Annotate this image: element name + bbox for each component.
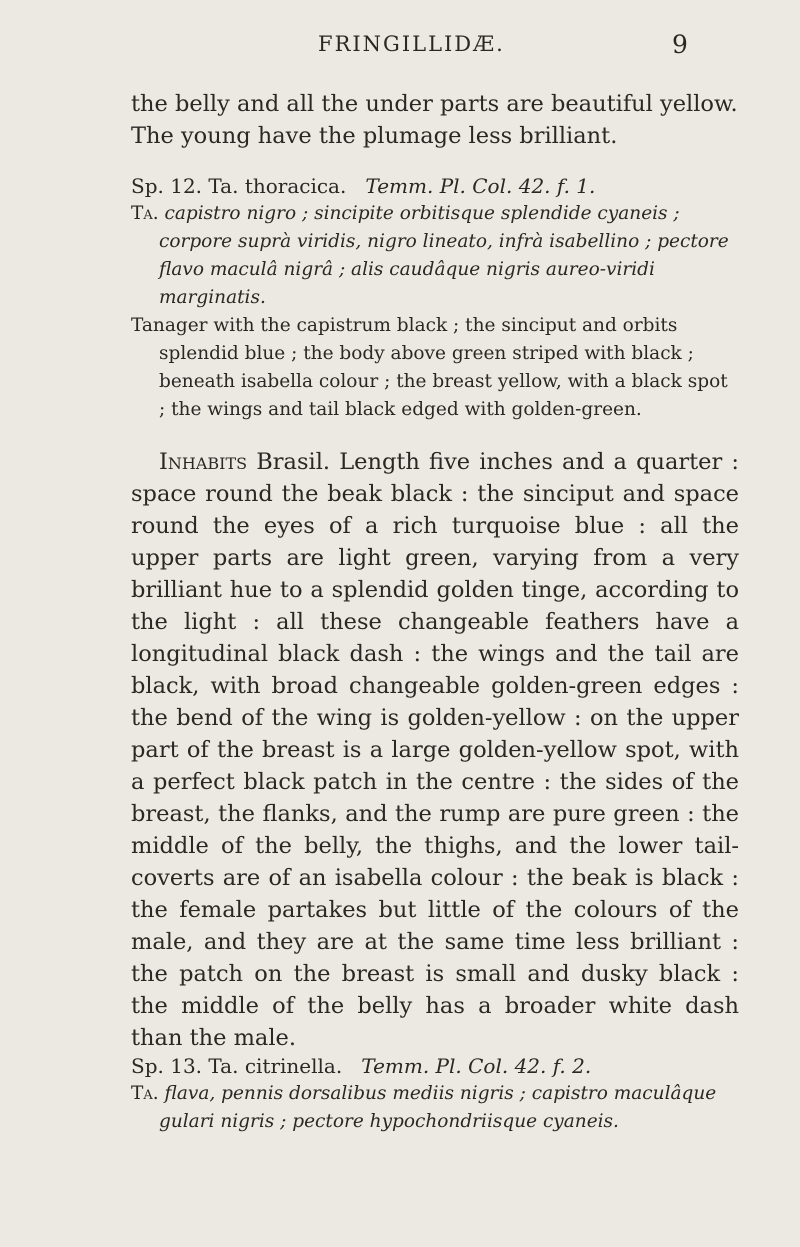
- species-12-english-description: Tanager with the capistrum black ; the sinciput and orbits splendid blue ; the body above green striped with black ; beneath isabella colour ; the breast yellow, with a black spot ; the wings and tail black edged with golden-green.: [131, 315, 728, 420]
- page-number: 9: [672, 30, 688, 59]
- species-13-latin-abbrev: Ta.: [131, 1083, 159, 1104]
- species-13-number: Sp. 13.: [131, 1054, 203, 1078]
- running-title: FRINGILLIDÆ.: [318, 32, 505, 56]
- species-13-name: Ta. citrinella.: [208, 1054, 343, 1078]
- species-12-entry: [131, 172, 739, 1054]
- species-12-latin-text: capistro nigro ; sincipite orbitisque splendide cyaneis ; corpore suprà viridis, nigro lineato, infrà isabellino ; pectore flavo maculâ nigrâ ; alis caudâque nigris aureo-viridi marginatis.: [159, 203, 729, 308]
- species-12-habitat-description: [131, 446, 739, 1054]
- species-12-latin-abbrev: Ta.: [131, 203, 159, 224]
- species-13-heading: [131, 1052, 739, 1080]
- species-13-latin-text: flava, pennis dorsalibus mediis nigris ; capistro maculâque gulari nigris ; pectore hypochondriisque cyaneis.: [159, 1083, 717, 1132]
- habitat-label: Inhabits: [159, 449, 248, 475]
- intro-paragraph: the belly and all the under parts are beautiful yellow. The young have the plumage less brilliant.: [131, 91, 738, 149]
- species-13-entry: [131, 1052, 739, 1136]
- species-13-reference: Temm. Pl. Col. 42. f. 2.: [361, 1054, 592, 1078]
- species-12-number: Sp. 12.: [131, 174, 203, 198]
- species-13-latin-description: [131, 1080, 739, 1136]
- species-12-latin-description: [131, 200, 739, 312]
- intro-paragraph-block: [131, 88, 739, 152]
- species-12-description-text: Brasil. Length five inches and a quarter : space round the beak black : the sinciput and space round the eyes of a rich turquoise blue : all the upper parts are light green, varying from a very brilliant hue to a splendid golden tinge, according to the light : all these changeable feathers have a longitudinal black dash : the wings and the tail are black, with broad changeable golden-green edges : the bend of the wing is golden-yellow : on the upper part of the breast is a large golden-yellow spot, with a perfect black patch in the centre : the sides of the breast, the flanks, and the rump are pure green : the middle of the belly, the thighs, and the lower tail-coverts are of an isabella colour : the beak is black : the female partakes but little of the colours of the male, and they are at the same time less brilliant : the patch on the breast is small and dusky black : the middle of the belly has a broader white dash than the male.: [131, 449, 739, 1051]
- species-12-reference: Temm. Pl. Col. 42. f. 1.: [365, 174, 596, 198]
- species-12-heading: [131, 172, 739, 200]
- species-12-name: Ta. thoracica.: [208, 174, 347, 198]
- page-header: [0, 30, 800, 60]
